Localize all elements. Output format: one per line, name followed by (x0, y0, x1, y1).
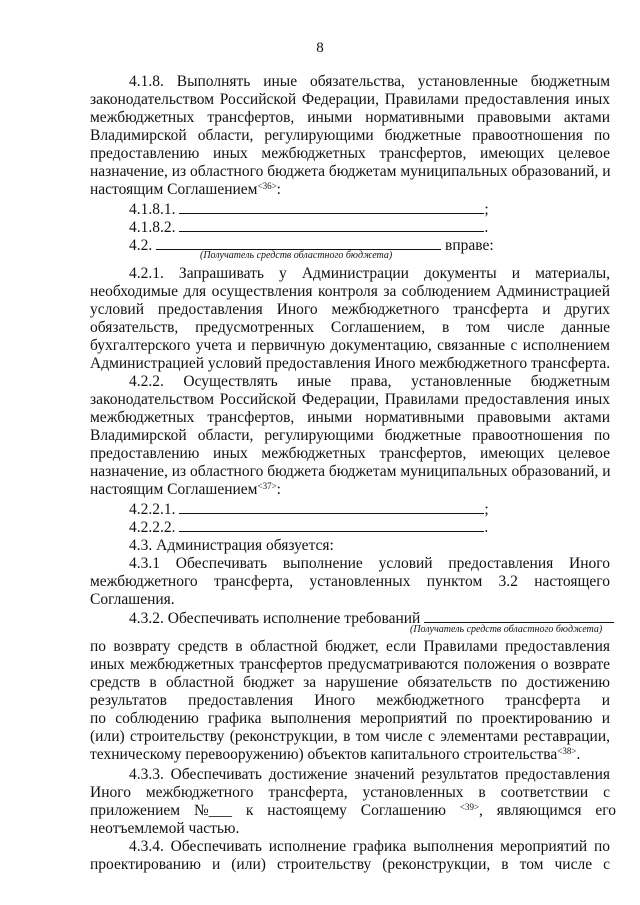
text-line: настоящим Соглашением$^{<36>}$: (90, 181, 281, 198)
text-line: по возврату средств в областной бюджет, если Правилами предоставления (90, 638, 610, 655)
text-line: 4.2.2. Осуществлять иные права, установленные бюджетным (129, 373, 610, 390)
field-caption: (Получатель средств областного бюджета) (200, 250, 393, 261)
text-line: неотъемлемой частью. (90, 820, 240, 837)
text-line: Администрацией условий предоставления Иного межбюджетного трансферта. (90, 355, 611, 372)
text-line: средств в областной бюджет за нарушение обязательств по достижению (90, 674, 610, 691)
blank-field[interactable] (179, 219, 484, 232)
footnote-ref: <39> (459, 802, 480, 812)
text-line: 4.3.3. Обеспечивать достижение значений результатов предоставления (129, 766, 610, 783)
text-line: результатов предоставления Иного межбюджетного трансферта и (90, 692, 610, 709)
fill-line: 4.1.8.2. . (129, 219, 489, 236)
text-line: Владимирской области, регулирующими бюджетные правоотношения по (90, 427, 610, 444)
text-line: законодательством Российской Федерации, Правилами предоставления иных (90, 391, 610, 408)
text-line: проектированию и (или) строительству (реконструкции, в том числе с (90, 856, 610, 873)
text-line: Владимирской области, регулирующими бюджетные правоотношения по (90, 127, 610, 144)
text-line: (или) строительству (реконструкции, в том числе с элементами реставрации, (90, 728, 610, 745)
text-line: приложением №___ к настоящему Соглашению $^{<39>}$, являющимся его (90, 802, 617, 819)
text-line: предоставлению иных межбюджетных трансфертов, имеющих целевое (90, 445, 610, 462)
text-line: обязательств, предусмотренных Соглашением, в том числе данные (90, 319, 610, 336)
text-line: предоставлению иных межбюджетных трансфертов, имеющих целевое (90, 145, 610, 162)
text-line: назначение, из областного бюджета бюджетам муниципальных образований, и (90, 163, 611, 180)
footnote-ref: <36> (257, 181, 277, 191)
text-line: настоящим Соглашением$^{<37>}$: (90, 481, 281, 498)
field-caption: (Получатель средств областного бюджета) (410, 624, 603, 635)
text-line: 4.3.1 Обеспечивать выполнение условий предоставления Иного (129, 555, 610, 572)
fill-line: 4.2. вправе: (129, 237, 494, 254)
text-line: бухгалтерского учета и первичную документацию, связанные с исполнением (90, 337, 610, 354)
section-heading: 4.3. Администрация обязуется: (129, 537, 334, 554)
blank-field[interactable] (424, 610, 614, 623)
blank-field[interactable] (179, 201, 484, 214)
footnote-ref: <38> (557, 746, 577, 756)
text-line: техническому перевооружению) объектов капитального строительства$^{<38>}$. (90, 746, 581, 763)
blank-field[interactable] (179, 519, 484, 532)
text-line: по соблюдению графика выполнения мероприятий по проектированию и (90, 710, 610, 727)
fill-line: 4.1.8.1. ; (129, 201, 489, 218)
text-line: 4.3.4. Обеспечивать исполнение графика выполнения мероприятий по (129, 838, 610, 855)
text-line: Соглашения. (90, 591, 175, 608)
text-line: необходимые для осуществления контроля за соблюдением Администрацией (90, 283, 610, 300)
page-number: 8 (316, 40, 324, 56)
text-line: межбюджетных трансфертов, иными нормативными правовыми актами (90, 409, 610, 426)
footnote-ref: <37> (257, 481, 277, 491)
blank-field[interactable] (179, 501, 484, 514)
fill-line: 4.2.2.1. ; (129, 501, 489, 518)
blank-field[interactable] (156, 237, 441, 250)
fill-line: 4.2.2.2. . (129, 519, 489, 536)
text-line: назначение, из областного бюджета бюджетам муниципальных образований, и (90, 463, 611, 480)
text-line: 4.2.1. Запрашивать у Администрации документы и материалы, (129, 265, 610, 282)
text-line: 4.1.8. Выполнять иные обязательства, установленные бюджетным (129, 73, 610, 90)
text-line: иных межбюджетных трансфертов предусматриваются положения о возврате (90, 656, 610, 673)
text-line: условий предоставления Иного межбюджетного трансферта и других (90, 301, 610, 318)
text-line: межбюджетного трансферта, установленных пунктом 3.2 настоящего (90, 573, 610, 590)
fill-line: 4.3.2. Обеспечивать исполнение требований (129, 610, 610, 628)
text-line: Иного межбюджетного трансферта, установленных в соответствии с (90, 784, 610, 801)
text-line: межбюджетных трансфертов, иными нормативными правовыми актами (90, 109, 610, 126)
text-line: законодательством Российской Федерации, Правилами предоставления иных (90, 91, 610, 108)
